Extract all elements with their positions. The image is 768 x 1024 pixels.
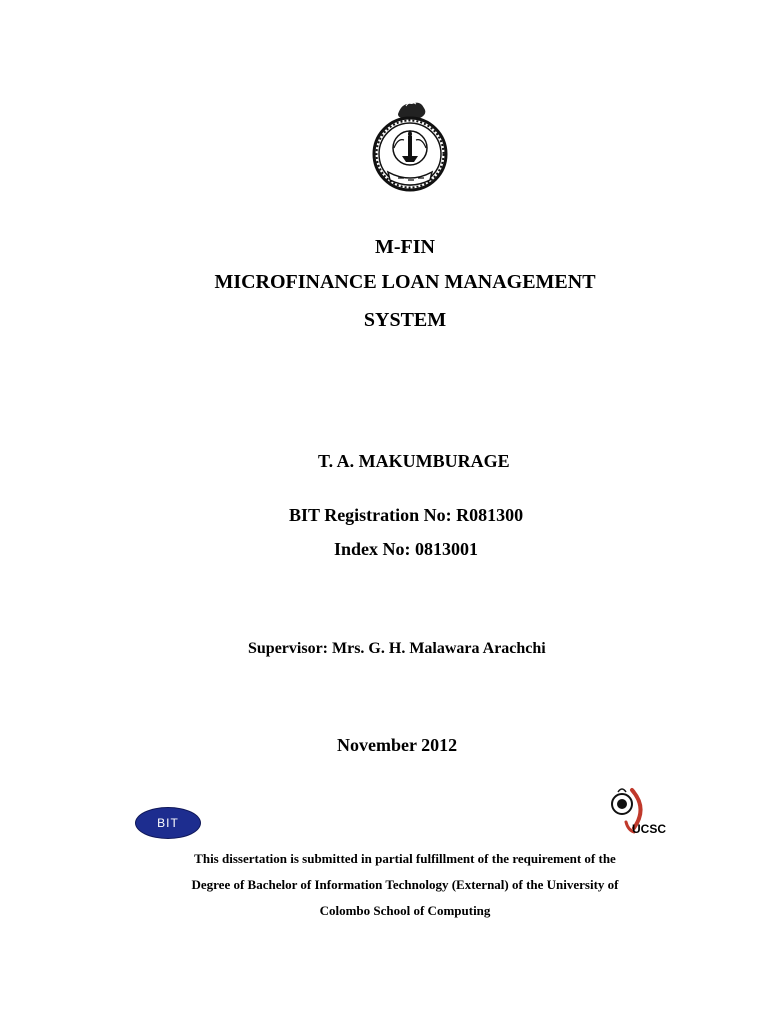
bit-logo bbox=[135, 807, 201, 839]
title-line-1: MICROFINANCE LOAN MANAGEMENT bbox=[214, 271, 596, 293]
footer-line-1: This dissertation is submitted in partial fulfillment of the requirement of the bbox=[194, 851, 616, 866]
footer-line-3: Colombo School of Computing bbox=[319, 903, 491, 918]
university-crest-icon bbox=[368, 96, 452, 196]
bit-logo-text: BIT bbox=[157, 816, 179, 830]
ucsc-logo-text: UCSC bbox=[632, 822, 667, 836]
title-line-2: SYSTEM bbox=[363, 309, 447, 331]
submission-date: November 2012 bbox=[337, 735, 458, 755]
ucsc-logo bbox=[608, 784, 678, 840]
author-name: T. A. MAKUMBURAGE bbox=[318, 451, 510, 471]
registration-number: BIT Registration No: R081300 bbox=[289, 505, 524, 525]
title-code: M-FIN bbox=[375, 236, 435, 258]
supervisor-name: Supervisor: Mrs. G. H. Malawara Arachchi bbox=[248, 640, 546, 657]
index-number: Index No: 0813001 bbox=[334, 539, 479, 559]
footer-line-2: Degree of Bachelor of Information Technology (External) of the University of bbox=[191, 877, 619, 892]
